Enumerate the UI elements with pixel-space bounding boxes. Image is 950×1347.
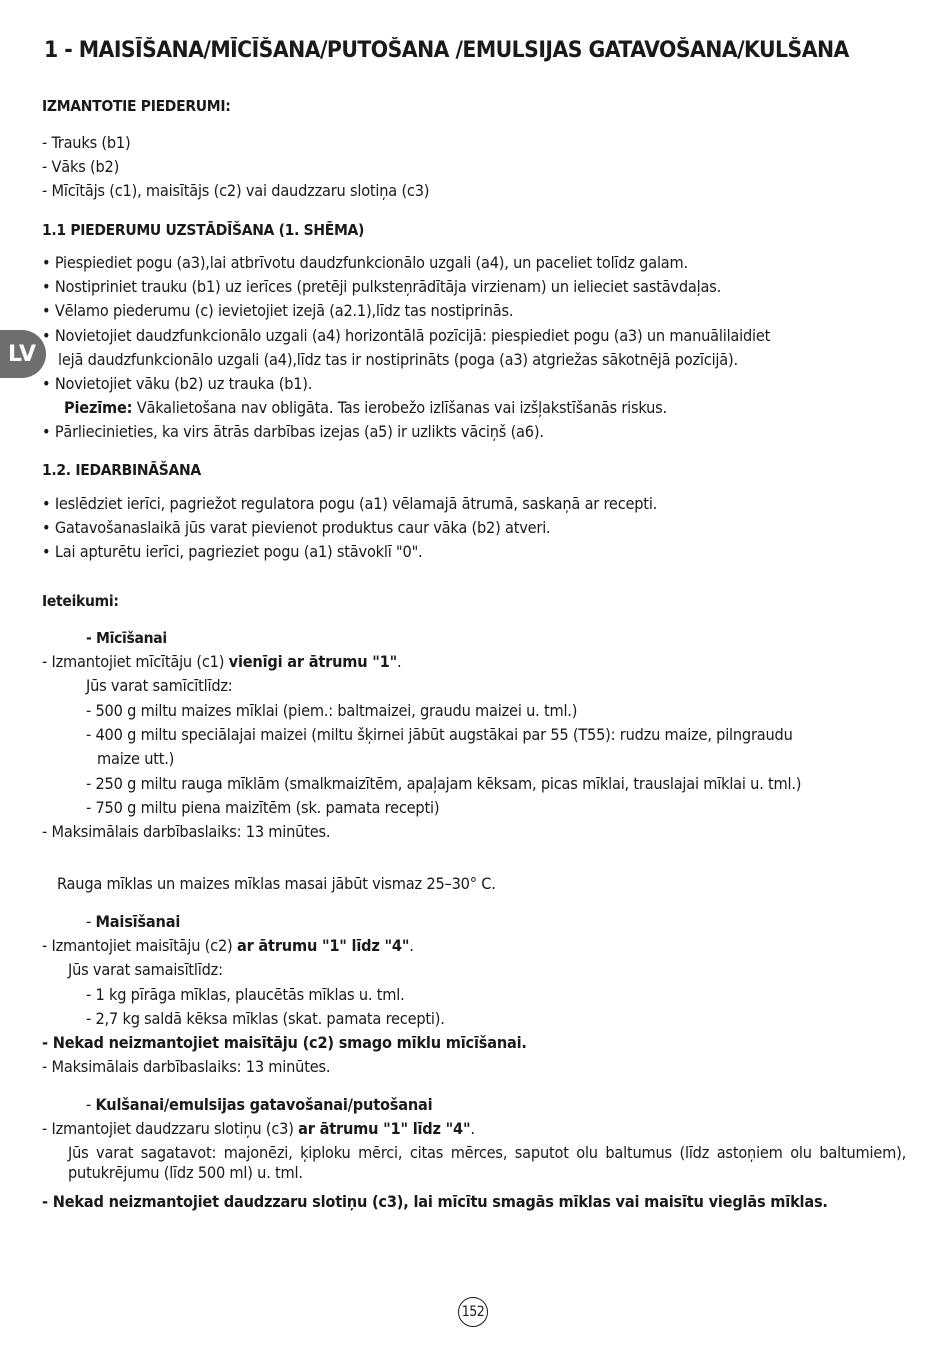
kneading-item: - 250 g miltu rauga mīklām (smalkmaizītēm, apaļajam kēksam, picas mīklai, trauslajai mīklai u. tml.) xyxy=(86,774,802,793)
accessory-item: - Trauks (b1) xyxy=(42,133,131,152)
accessory-item: - Vāks (b2) xyxy=(42,157,120,176)
mixing-sub-text: Maisīšanai xyxy=(95,912,181,931)
mixing-use-text: - Izmantojiet maisītāju (c2) xyxy=(42,936,237,955)
whisking-speed: ar ātrumu "1" līdz "4" xyxy=(298,1119,471,1138)
language-tab xyxy=(0,330,46,378)
operation-bullet: • Gatavošanaslaikā jūs varat pievienot produktus caur vāka (b2) atveri. xyxy=(42,518,551,537)
whisking-sub-text: Kulšanai/emulsijas gatavošanai/putošanai xyxy=(95,1095,433,1114)
kneading-item-continuation: maize utt.) xyxy=(97,749,175,768)
setup-note xyxy=(64,398,667,418)
setup-heading: 1.1 PIEDERUMU UZSTĀDĪŠANA (1. SHĒMA) xyxy=(42,221,365,239)
kneading-item: - 750 g miltu piena maizītēm (sk. pamata recepti) xyxy=(86,798,440,817)
whisking-subheading xyxy=(86,1095,432,1115)
kneading-max-time: - Maksimālais darbībaslaiks: 13 minūtes. xyxy=(42,822,331,841)
mixing-max-time: - Maksimālais darbībaslaiks: 13 minūtes. xyxy=(42,1057,331,1076)
accessory-item: - Mīcītājs (c1), maisītājs (c2) vai daudzzaru slotiņa (c3) xyxy=(42,181,430,200)
setup-bullet: • Pārliecinieties, ka virs ātrās darbības izejas (a5) ir uzlikts vāciņš (a6). xyxy=(42,422,544,441)
whisking-use-text: - Izmantojiet daudzzaru slotiņu (c3) xyxy=(42,1119,299,1138)
whisking-use-end: . xyxy=(470,1119,475,1138)
language-tab-label: LV xyxy=(7,341,36,367)
note-text: Vākalietošana nav obligāta. Tas ierobežo izlīšanas vai izšļakstīšanās riskus. xyxy=(132,398,667,417)
kneading-speed: vienīgi ar ātrumu "1" xyxy=(228,652,397,671)
setup-bullet-continuation: lejā daudzfunkcionālo uzgali (a4),līdz tas ir nostiprināts (poga (a3) atgriežas sākotnējā pozīcijā). xyxy=(58,350,738,369)
kneading-use-end: . xyxy=(397,652,402,671)
mixing-item: - 1 kg pīrāga mīklas, plaucētās mīklas u. tml. xyxy=(86,985,405,1004)
mixing-speed: ar ātrumu "1" līdz "4" xyxy=(236,936,410,955)
page-number: 152 xyxy=(458,1297,488,1327)
operation-bullet: • Lai apturētu ierīci, pagrieziet pogu (a1) stāvoklī "0". xyxy=(42,542,423,561)
kneading-use xyxy=(42,652,401,672)
mixing-sub-dash: - xyxy=(86,912,96,931)
mixing-item: - 2,7 kg saldā kēksa mīklas (skat. pamata recepti). xyxy=(86,1009,445,1028)
whisking-can: Jūs varat sagatavot: majonēzi, ķiploku mērci, citas mērces, saputot olu baltumus (līdz astoņiem olu baltumiem), putukrējumu (līdz 500 ml) u. tml. xyxy=(68,1143,906,1182)
mixing-use xyxy=(42,936,414,956)
mixing-use-end: . xyxy=(409,936,414,955)
kneading-item: - 400 g miltu speciālajai maizei (miltu šķirnei jābūt augstākai par 55 (T55): rudzu maize, pilngraudu xyxy=(86,725,793,744)
kneading-item: - 500 g miltu maizes mīklai (piem.: baltmaizei, graudu maizei u. tml.) xyxy=(86,701,578,720)
setup-bullet: • Novietojiet vāku (b2) uz trauka (b1). xyxy=(42,374,313,393)
dough-temperature: Rauga mīklas un maizes mīklas masai jābūt vismaz 25–30° C. xyxy=(57,874,496,893)
note-label: Piezīme: xyxy=(64,398,133,417)
whisking-sub-dash: - xyxy=(86,1095,96,1114)
mixing-can: Jūs varat samaisītlīdz: xyxy=(68,960,223,979)
kneading-use-text: - Izmantojiet mīcītāju (c1) xyxy=(42,652,229,671)
whisking-use xyxy=(42,1119,475,1139)
page-title: 1 - MAISĪŠANA/MĪCĪŠANA/PUTOŠANA /EMULSIJAS GATAVOŠANA/KULŠANA xyxy=(44,38,849,63)
tips-heading: Ieteikumi: xyxy=(42,592,119,610)
setup-bullet: • Vēlamo piederumu (c) ievietojiet izejā (a2.1),līdz tas nostiprinās. xyxy=(42,301,514,320)
kneading-can: Jūs varat samīcītlīdz: xyxy=(86,676,233,695)
accessories-heading: IZMANTOTIE PIEDERUMI: xyxy=(42,97,231,115)
mixing-warning: - Nekad neizmantojiet maisītāju (c2) smago mīklu mīcīšanai. xyxy=(42,1033,527,1052)
operation-heading: 1.2. IEDARBINĀŠANA xyxy=(42,461,201,479)
whisking-warning: - Nekad neizmantojiet daudzzaru slotiņu (c3), lai mīcītu smagās mīklas vai maisītu vieglās mīklas. xyxy=(42,1192,828,1211)
operation-bullet: • Ieslēdziet ierīci, pagriežot regulatora pogu (a1) vēlamajā ātrumā, saskaņā ar recepti. xyxy=(42,494,658,513)
mixing-subheading xyxy=(86,912,180,932)
setup-bullet: • Piespiediet pogu (a3),lai atbrīvotu daudzfunkcionālo uzgali (a4), un paceliet tolīdz galam. xyxy=(42,253,688,272)
kneading-subheading: - Mīcīšanai xyxy=(86,629,167,647)
setup-bullet: • Nostipriniet trauku (b1) uz ierīces (pretēji pulksteņrādītāja virzienam) un ielieciet sastāvdaļas. xyxy=(42,277,722,296)
setup-bullet: • Novietojiet daudzfunkcionālo uzgali (a4) horizontālā pozīcijā: piespiediet pogu (a3) un manuālilaidiet xyxy=(42,326,771,345)
